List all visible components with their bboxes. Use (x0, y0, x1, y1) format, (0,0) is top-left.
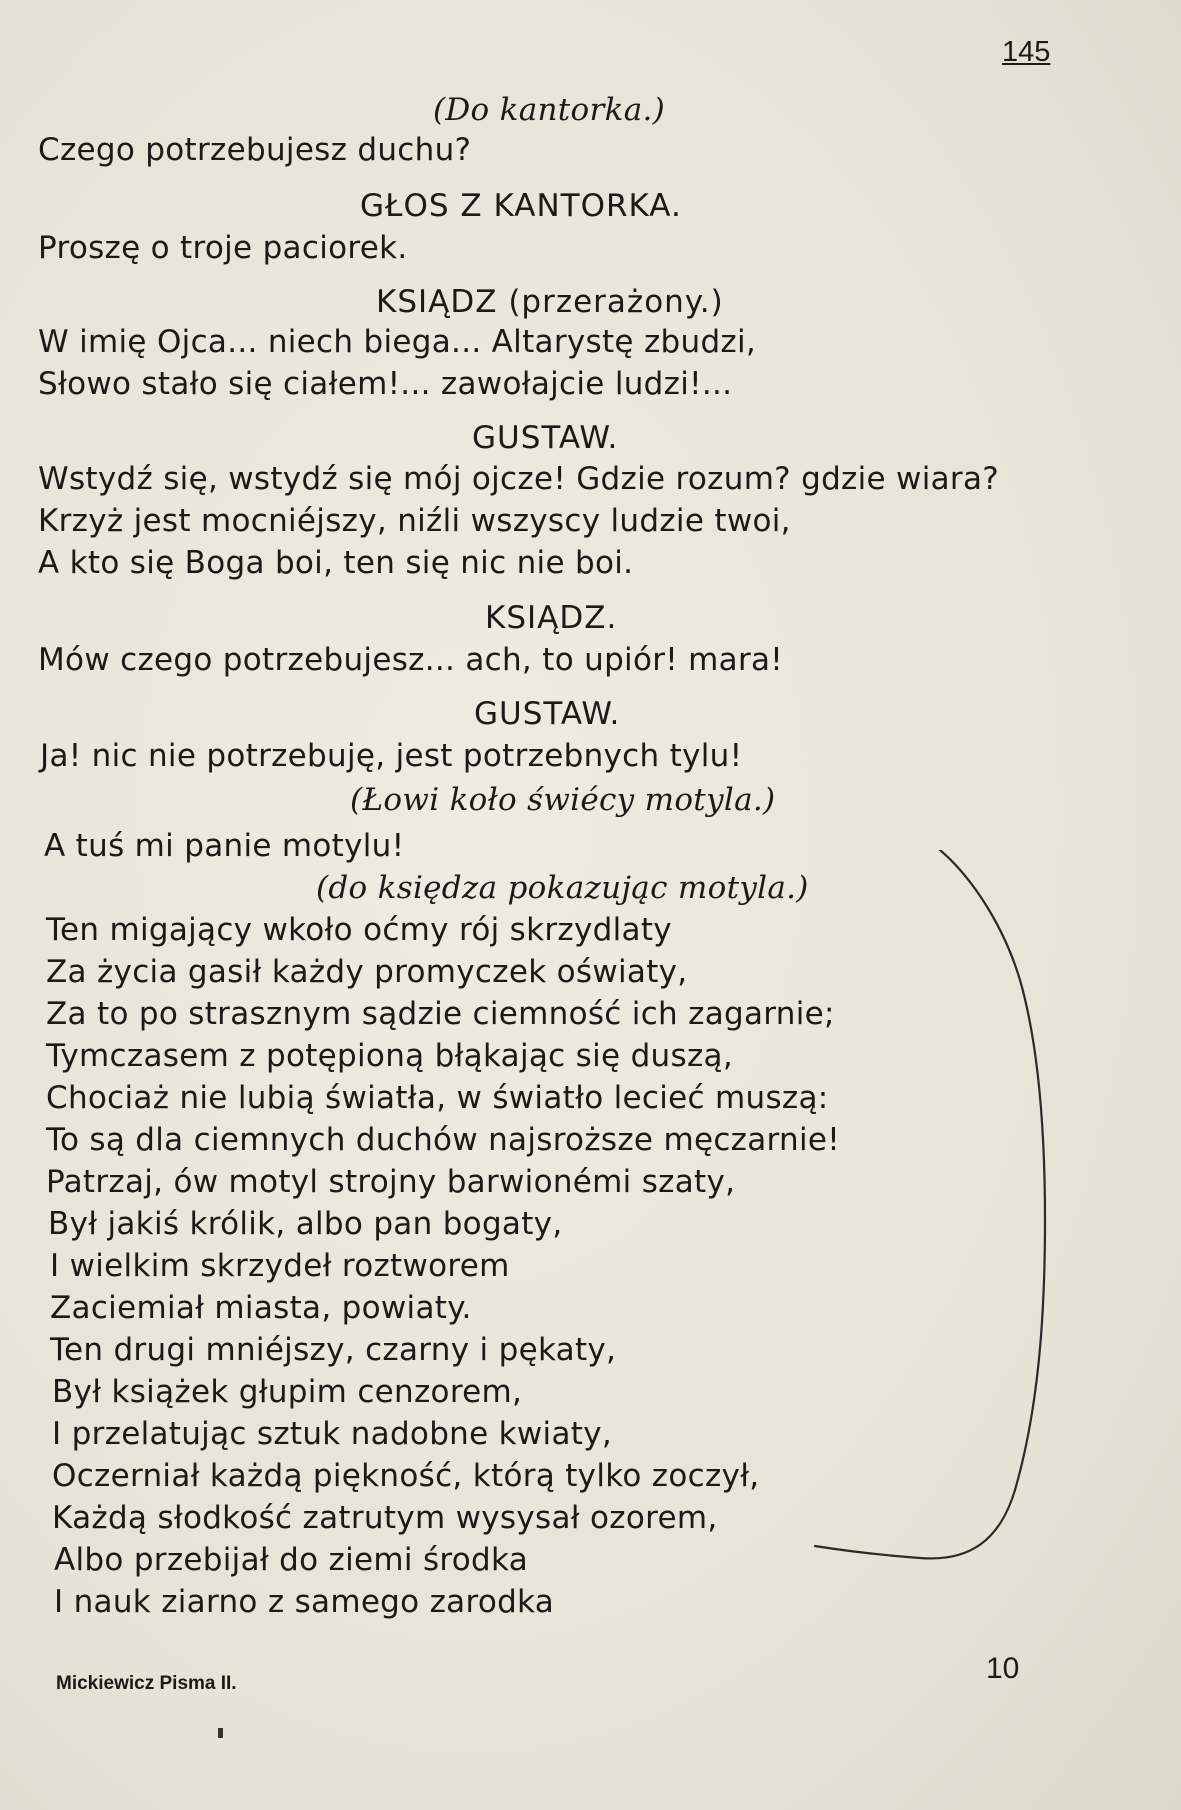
verse-line: Zaciemiał miasta, powiaty. (50, 1290, 472, 1326)
speaker-heading: GUSTAW. (472, 420, 619, 456)
verse-line: Ten drugi mniéjszy, czarny i pękaty, (50, 1332, 617, 1368)
stage-direction: (do księdza pokazując motyla.) (316, 870, 809, 906)
verse-line: Był książek głupim cenzorem, (52, 1374, 523, 1410)
verse-line: Był jakiś królik, albo pan bogaty, (48, 1206, 563, 1242)
handwritten-brace-mark (800, 850, 1060, 1570)
verse-line: I nauk ziarno z samego zarodka (54, 1584, 555, 1620)
verse-line: W imię Ojca... niech biega... Altarystę zbudzi, (38, 324, 757, 360)
verse-line: Ja! nic nie potrzebuję, jest potrzebnych tylu! (40, 738, 743, 774)
verse-line: Każdą słodkość zatrutym wysysał ozorem, (52, 1500, 718, 1536)
verse-line: Za życia gasił każdy promyczek oświaty, (46, 954, 688, 990)
verse-line: Czego potrzebujesz duchu? (38, 132, 472, 168)
verse-line: Patrzaj, ów motyl strojny barwionémi szaty, (46, 1164, 736, 1200)
verse-line: To są dla ciemnych duchów najsroższe męczarnie! (46, 1122, 840, 1158)
verse-line: Tymczasem z potępioną błąkając się duszą, (46, 1038, 733, 1074)
verse-line: Słowo stało się ciałem!... zawołajcie ludzi!... (38, 366, 733, 402)
speaker-heading: GŁOS Z KANTORKA. (360, 188, 682, 224)
verse-line: A kto się Boga boi, ten się nic nie boi. (38, 545, 634, 581)
verse-line: Ten migający wkoło oćmy rój skrzydlaty (46, 912, 672, 948)
print-mark (218, 1728, 223, 1738)
speaker-heading: KSIĄDZ. (485, 600, 618, 636)
verse-line: Chociaż nie lubią światła, w światło lecieć muszą: (46, 1080, 829, 1116)
stage-direction: (Do kantorka.) (433, 92, 666, 128)
verse-line: A tuś mi panie motylu! (44, 828, 405, 864)
verse-line: Mów czego potrzebujesz... ach, to upiór! mara! (38, 642, 784, 678)
footer-signature: Mickiewicz Pisma II. (56, 1673, 237, 1694)
verse-line: Proszę o troje paciorek. (38, 230, 408, 266)
verse-line: Wstydź się, wstydź się mój ojcze! Gdzie rozum? gdzie wiara? (38, 461, 1000, 497)
sheet-number: 10 (986, 1652, 1020, 1685)
speaker-heading: KSIĄDZ (przerażony.) (376, 284, 724, 320)
stage-direction: (Łowi koło świécy motyla.) (350, 782, 776, 818)
page-number: 145 (1002, 36, 1051, 68)
verse-line: Albo przebijał do ziemi środka (54, 1542, 529, 1578)
verse-line: I wielkim skrzydeł roztworem (50, 1248, 510, 1284)
verse-line: I przelatując sztuk nadobne kwiaty, (52, 1416, 613, 1452)
verse-line: Krzyż jest mocniéjszy, niźli wszyscy ludzie twoi, (38, 503, 791, 539)
verse-line: Oczerniał każdą piękność, którą tylko zoczył, (52, 1458, 760, 1494)
verse-line: Za to po strasznym sądzie ciemność ich zagarnie; (46, 996, 835, 1032)
speaker-heading: GUSTAW. (474, 696, 621, 732)
